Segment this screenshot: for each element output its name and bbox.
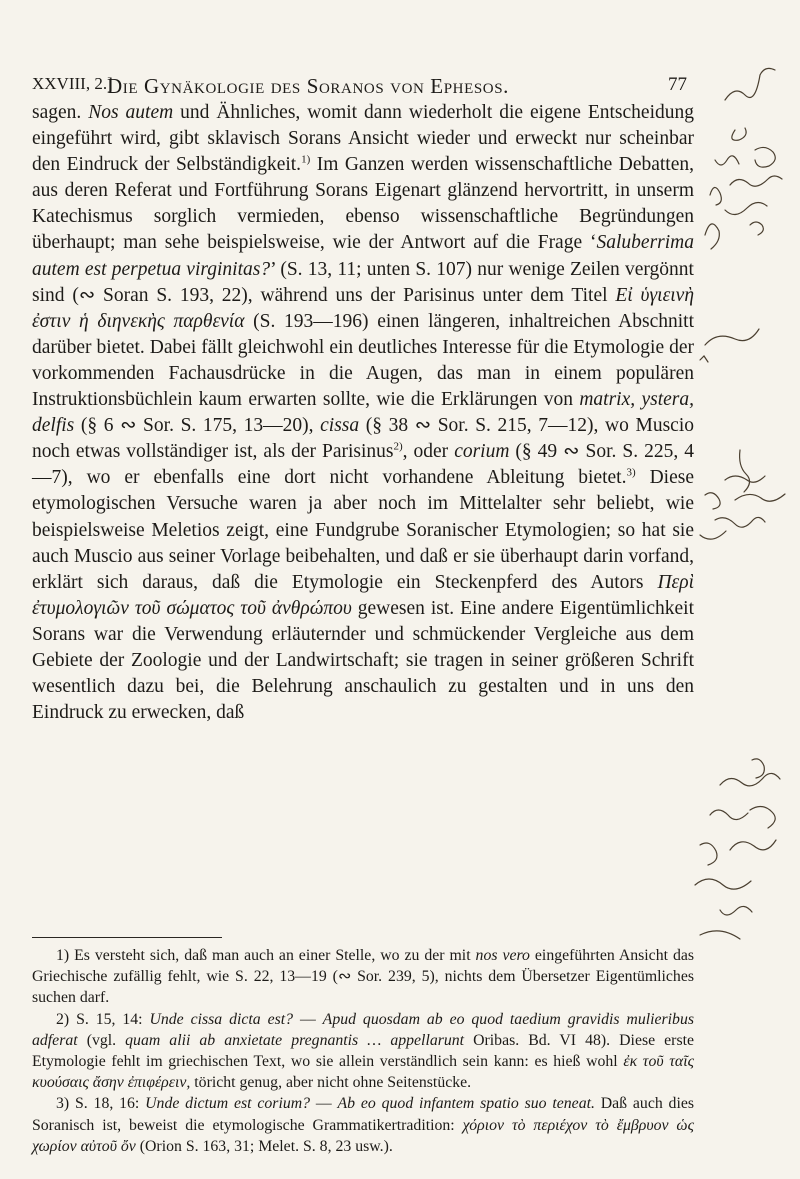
header-title: Die Gynäkologie des Soranos von Ephesos. (107, 74, 510, 98)
latin-term: corium (454, 441, 510, 463)
text-run: gewesen ist. Eine andere Eigentümlichkeit Sorans war die Verwendung erläuternder und schmückender Vergleiche aus dem Gebiete der Zoologie und der Landwirtschaft; sie tragen in seiner größeren Schrift wesentlich dazu bei, die Belehrung anschaulich zu gestalten und in uns den Eindruck zu erwecken, daß (32, 597, 694, 724)
text-run: Diese etymologischen Versuche waren ja aber noch im Mittelalter sehr beliebt, wie beispielsweise Meletios zeigt, eine Fundgrube Soranischer Etymologien; so hat sie auch Muscio aus seiner Vorlage beibehalten, und daß er sie überhaupt darin vorfand, erklärt sich daraus, daß die Etymologie ein Steckenpferd des Autors (32, 467, 694, 593)
margin-scribble-top (695, 60, 795, 420)
greek-title: Εἰ ὑγιεινὴ ἐστιν ἡ διηνεκὴς παρθενία (32, 284, 694, 332)
text-run: (§ 38 ∾ Sor. S. 215, 7—12), wo Muscio noch etwas vollständiger ist, als der Parisinus (32, 415, 694, 463)
footnote-ref-2: 2) (393, 440, 403, 453)
latin-quote: Saluberrima autem est perpetua virginitas? (32, 232, 694, 280)
text-run: ’ (S. 13, 11; unten S. 107) nur wenige Zeilen vergönnt sind (∾ Soran S. 193, 22), während uns der Parisinus unter dem Titel (32, 258, 694, 306)
footnotes (32, 945, 694, 1157)
text-run: und Ähnliches, womit dann wiederholt die eigene Entscheidung eingeführt wird, gibt sklavisch Sorans Ansicht wieder und erweckt nur scheinbar den Eindruck der Selbständigkeit. (32, 102, 694, 176)
text-run: (S. 193—196) einen längeren, inhaltreichen Abschnitt darüber bietet. Dabei fällt gleichwohl ein deutliches Interesse für die Etymologie der vorkommenden Fachausdrücke in die Augen, das man in einem populären Instruktionsbüchlein kaum erwarten sollte, wie die Erklärungen von (32, 310, 695, 411)
latin-quote: Nos autem (88, 102, 174, 123)
text-run: (§ 49 ∾ Sor. S. 225, 4—7), wo er ebenfalls eine dort nicht vorhandene Ableitung bietet. (32, 441, 694, 489)
margin-scribble-middle (695, 440, 795, 560)
footnote-1: 1) Es versteht sich, daß man auch an einer Stelle, wo zu der mit nos vero eingeführten Ansicht das Griechische zufällig fehlt, wie S. 22, 13—19 (∾ Sor. 239, 5), nichts dem Übersetzer Eigentümliches suchen darf. (32, 947, 694, 1007)
footnote-2: 2) S. 15, 14: Unde cissa dicta est? — Apud quosdam ab eo quod taedium gravidis mulieribus adferat (vgl. quam alii ab anxietate pregnantis … appellarunt Oribas. Bd. VI 48). Diese erste Etymologie fehlt im griechischen Text, wo sie allein verständlich sein kann: es hieß wohl ἐκ τοῦ ταῖς κυούσαις ἄσην ἐπιφέρειν, töricht genug, aber nicht ohne Seitenstücke. (32, 1010, 694, 1092)
text-run: Im Ganzen werden wissenschaftliche Debatten, aus deren Referat und Fortführung Sorans Eigenart glänzend hervortritt, in unserm Katechismus sorglich vermieden, ebenso wissenschaftliche Begründungen überhaupt; man sehe beispielsweise, wie der Antwort auf die Frage ‘ (32, 154, 694, 254)
footnote-3: 3) S. 18, 16: Unde dictum est corium? — Ab eo quod infantem spatio suo teneat. Daß auch dies Soranisch ist, beweist die etymologische Grammatikertradition: χόριον τὸ περιέχον τὸ ἔμβρυον ὡς χωρίον αὐτοῦ ὄν (Orion S. 163, 31; Melet. S. 8, 23 usw.). (32, 1095, 695, 1155)
footnote-ref-3: 3) (626, 466, 636, 479)
margin-scribble-lower (690, 755, 800, 975)
latin-terms: matrix, ystera, delfis (32, 389, 694, 437)
header-section: XXVIII, 2.] (32, 74, 113, 93)
footnote-ref-1: 1) (301, 153, 311, 166)
paragraph (32, 100, 694, 726)
text-run: , oder (402, 441, 455, 463)
main-text (32, 100, 694, 726)
text-run: (§ 6 ∾ Sor. S. 175, 13—20), (74, 415, 321, 437)
latin-term: cissa (320, 415, 360, 437)
text-run: sagen. (32, 102, 89, 123)
footnote-divider (32, 937, 222, 938)
page-number: 77 (668, 74, 687, 95)
greek-title: Περὶ ἐτυμολογιῶν τοῦ σώματος τοῦ ἀνθρώπου (32, 571, 694, 619)
